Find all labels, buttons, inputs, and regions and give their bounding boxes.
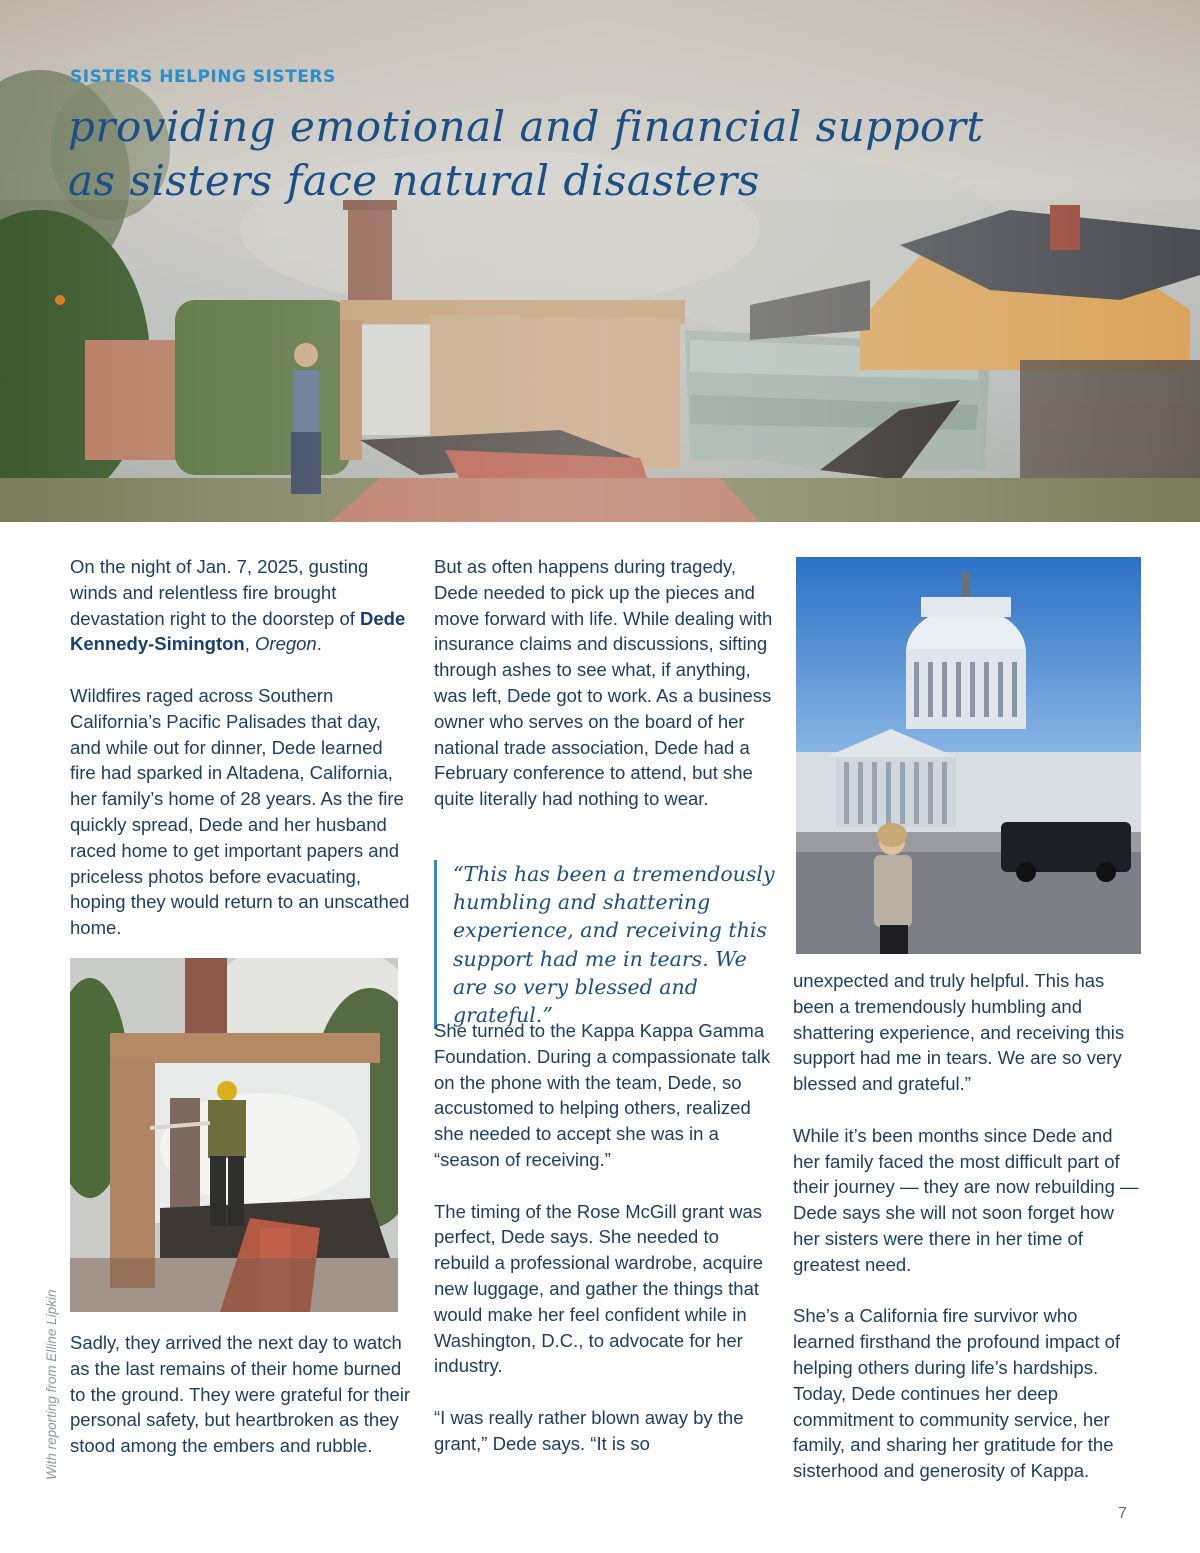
capitol-illustration <box>796 557 1141 954</box>
member-name: Dede Kennedy-Simington <box>70 607 406 655</box>
section-kicker: SISTERS HELPING SISTERS <box>70 67 336 87</box>
capitol-portrait-photo <box>796 557 1141 954</box>
article-paragraph: The timing of the Rose McGill grant was perfect, Dede says. She needed to rebuild a professional wardrobe, acquire new luggage, and gather the things that would make her feel confident while in Washington, D.C., to advocate for her industry. <box>434 1200 764 1377</box>
period-text: . <box>316 633 322 655</box>
article-column-2 <box>434 554 776 812</box>
firefighter-photo <box>70 958 398 1312</box>
article-paragraph: But as often happens during tragedy, Dede needed to pick up the pieces and move forward with life. While dealing with insurance claims and discussions, sifting through ashes to see what, if anything, was left, Dede got to work. As a business owner who serves on the board of her national trade association, Dede had a February conference to attend, but she quite literally had nothing to wear. <box>434 556 773 810</box>
article-paragraph: She’s a California fire survivor who learned firsthand the profound impact of helping others during life’s hardships. Today, Dede continues her deep commitment to community service, her family, and sharing her gratitude for the sisterhood and generosity of Kappa. <box>793 1305 1121 1482</box>
paragraph-text: On the night of Jan. 7, 2025, gusting winds and relentless fire brought devastation right to the doorstep of <box>70 556 369 629</box>
article-column-1-lower <box>70 1330 412 1459</box>
article-paragraph: Sadly, they arrived the next day to watch as the last remains of their home burned to the ground. They were grateful for their personal safety, but heartbroken as they stood among the embers and rubble. <box>70 1332 411 1457</box>
pull-quote: “This has been a tremendously humbling and shattering experience, and receiving this support had me in tears. We are so very blessed and grateful.” <box>434 860 783 1029</box>
firefighter-illustration <box>70 958 398 1312</box>
article-paragraph: Wildfires raged across Southern California’s Pacific Palisades that day, and while out for dinner, Dede learned fire had sparked in Altadena, California, her family’s home of 28 years. As the fire quickly spread, Dede and her husband raced home to get important papers and priceless photos before evacuating, hoping they would return to an unscathed home. <box>70 684 410 939</box>
reporting-credit: With reporting from Elline Lipkin <box>44 1289 59 1480</box>
article-paragraph: unexpected and truly helpful. This has been a tremendously humbling and shattering experience, and receiving this support had me in tears. We are so very blessed and grateful.” <box>793 970 1125 1095</box>
page-title <box>68 100 1148 208</box>
title-line-2: as sisters face natural disasters <box>68 156 760 205</box>
separator-text: , <box>244 633 256 655</box>
article-column-3 <box>793 968 1143 1484</box>
article-paragraph: While it’s been months since Dede and her family faced the most difficult part of their journey — they are now rebuilding — Dede says she will not soon forget how her sisters were there in her time of greatest need. <box>793 1124 1139 1275</box>
article-column-1 <box>70 554 412 941</box>
title-line-1: providing emotional and financial support <box>68 102 984 151</box>
page-number: 7 <box>1118 1505 1127 1522</box>
article-paragraph: “I was really rather blown away by the grant,” Dede says. “It is so <box>434 1406 744 1454</box>
article-column-2-lower <box>434 1018 776 1457</box>
chapter-name: Oregon <box>255 633 317 655</box>
article-paragraph <box>70 554 412 657</box>
article-paragraph: She turned to the Kappa Kappa Gamma Foundation. During a compassionate talk on the phone with the team, Dede, so accustomed to helping others, realized she needed to accept she was in a “season of receiving.” <box>434 1020 771 1170</box>
